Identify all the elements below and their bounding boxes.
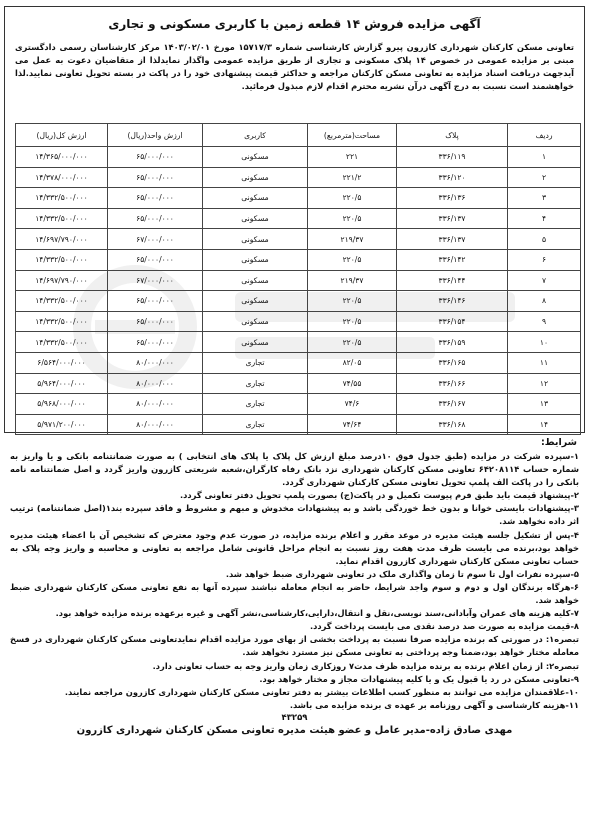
cell-unit-value: ۶۷/۰۰۰/۰۰۰ (108, 229, 203, 250)
condition-item: تبصره۱: در صورتی که برنده مزایده صرفا نسبت به پرداخت بخشی از بهای مورد مزایده اقدام نمایدتعاونی مسکن کارکنان شهرداری در فسخ معامله مختار خواهد بود،ضمنا وجه پرداختی به تعاونی مسکن نیز مسترد نخواهد شد. (10, 634, 579, 658)
table-row (16, 291, 581, 312)
cell-area: ۲۲۰/۵ (308, 291, 397, 312)
cell-total-value: ۱۴/۶۹۷/۷۹۰/۰۰۰ (16, 229, 108, 250)
conditions-section (6, 437, 583, 813)
table-row (16, 332, 581, 353)
cell-unit-value: ۸۰/۰۰۰/۰۰۰ (108, 414, 203, 435)
cell-plot: ۳۳۶/۱۶۵ (397, 352, 508, 373)
cell-row-number: ۱۰ (508, 332, 581, 353)
condition-item: ۱۰-علاقمندان مزایده می توانند به منظور کسب اطلاعات بیشتر به دفتر تعاونی مسکن کارکنان شهرداری کازرون مراجعه نمایند. (64, 686, 579, 697)
table-row (16, 147, 581, 168)
cell-unit-value: ۶۵/۰۰۰/۰۰۰ (108, 291, 203, 312)
cell-area: ۲۲۱/۲ (308, 167, 397, 188)
cell-total-value: ۶/۵۶۴/۰۰۰/۰۰۰ (16, 352, 108, 373)
cell-unit-value: ۸۰/۰۰۰/۰۰۰ (108, 373, 203, 394)
cell-area: ۲۱۹/۳۷ (308, 229, 397, 250)
header-usage: کاربری (203, 124, 308, 147)
cell-usage: تجاری (203, 394, 308, 415)
cell-area: ۷۴/۶۴ (308, 414, 397, 435)
header-area: مساحت(مترمربع) (308, 124, 397, 147)
table-row (16, 167, 581, 188)
cell-area: ۸۲/۰۵ (308, 352, 397, 373)
table-row (16, 373, 581, 394)
cell-area: ۲۲۰/۵ (308, 188, 397, 209)
cell-row-number: ۵ (508, 229, 581, 250)
cell-row-number: ۷ (508, 270, 581, 291)
condition-item: ۸-قیمت مزایده به صورت صد درصد نقدی می بایست پرداخت گردد. (309, 621, 579, 632)
cell-plot: ۳۳۶/۱۳۷ (397, 208, 508, 229)
cell-usage: تجاری (203, 414, 308, 435)
cell-unit-value: ۸۰/۰۰۰/۰۰۰ (108, 394, 203, 415)
cell-usage: مسکونی (203, 270, 308, 291)
cell-total-value: ۱۴/۳۳۲/۵۰۰/۰۰۰ (16, 208, 108, 229)
cell-area: ۷۴/۵۵ (308, 373, 397, 394)
cell-total-value: ۱۴/۳۷۸/۰۰۰/۰۰۰ (16, 167, 108, 188)
condition-item: ۴-پس از تشکیل جلسه هیئت مدیره در موعد مقرر و اعلام برنده مزایده، در صورت عدم وجود معترض که تشخیص آن با اعضاء هیئت مدیره خواهد بود،برنده می بایست ظرف مدت هفت روز نسبت به انجام مراحل قانونی شامل مراجعه به تعاونی و محاسبه و واریز وجه پلاک به حساب تعاونی مسکن کارکنان شهرداری کازرون اقدام نماید. (10, 529, 579, 566)
condition-item: ۱۱-هزینه کارشناسی و آگهی روزنامه بر عهده ی برنده مزایده می باشد. (289, 699, 579, 710)
cell-total-value: ۱۴/۶۹۷/۷۹۰/۰۰۰ (16, 270, 108, 291)
table-row (16, 414, 581, 435)
cell-plot: ۳۳۶/۱۴۶ (397, 291, 508, 312)
header-unit-value: ارزش واحد(ریال) (108, 124, 203, 147)
condition-item: ۳-پیشنهادات بایستی خوانا و بدون خط خوردگی باشد و به پیشنهادات مخدوش و مبهم و مشروط و فاقد سپرده بند۱(اصل ضمانتنامه) ترتیب اثر داده نخواهد شد. (10, 503, 579, 527)
condition-item: ۵-سپرده نفرات اول تا سوم تا زمان واگذاری ملک در تعاونی شهرداری ضبط خواهد شد. (225, 568, 579, 579)
table-row (16, 208, 581, 229)
cell-usage: مسکونی (203, 147, 308, 168)
cell-total-value: ۱۴/۳۳۲/۵۰۰/۰۰۰ (16, 188, 108, 209)
cell-usage: مسکونی (203, 249, 308, 270)
cell-row-number: ۱۴ (508, 414, 581, 435)
cell-usage: مسکونی (203, 291, 308, 312)
cell-plot: ۳۳۶/۱۳۷ (397, 229, 508, 250)
cell-unit-value: ۶۵/۰۰۰/۰۰۰ (108, 311, 203, 332)
ad-title: آگهی مزایده فروش ۱۴ قطعه زمین با کاربری مسکونی و تجاری (108, 17, 481, 31)
cell-plot: ۳۳۶/۱۶۶ (397, 373, 508, 394)
table-row (16, 249, 581, 270)
header-plot: پلاک (397, 124, 508, 147)
plots-table (15, 123, 581, 435)
cell-unit-value: ۶۵/۰۰۰/۰۰۰ (108, 147, 203, 168)
cell-total-value: ۵/۹۶۸/۰۰۰/۰۰۰ (16, 394, 108, 415)
cell-plot: ۳۳۶/۱۲۰ (397, 167, 508, 188)
cell-row-number: ۹ (508, 311, 581, 332)
cell-unit-value: ۶۷/۰۰۰/۰۰۰ (108, 270, 203, 291)
cell-row-number: ۱۳ (508, 394, 581, 415)
cell-unit-value: ۶۵/۰۰۰/۰۰۰ (108, 208, 203, 229)
cell-unit-value: ۶۵/۰۰۰/۰۰۰ (108, 249, 203, 270)
cell-plot: ۳۳۶/۱۵۴ (397, 311, 508, 332)
cell-unit-value: ۶۵/۰۰۰/۰۰۰ (108, 167, 203, 188)
cell-area: ۲۲۰/۵ (308, 249, 397, 270)
cell-area: ۲۲۱ (308, 147, 397, 168)
cell-area: ۲۲۰/۵ (308, 311, 397, 332)
cell-total-value: ۵/۹۶۴/۰۰۰/۰۰۰ (16, 373, 108, 394)
cell-usage: مسکونی (203, 208, 308, 229)
cell-row-number: ۳ (508, 188, 581, 209)
cell-total-value: ۱۴/۳۶۵/۰۰۰/۰۰۰ (16, 147, 108, 168)
cell-plot: ۳۳۶/۱۶۷ (397, 394, 508, 415)
cell-area: ۲۱۹/۳۷ (308, 270, 397, 291)
cell-row-number: ۱ (508, 147, 581, 168)
auction-header-box (4, 6, 585, 433)
cell-total-value: ۱۴/۳۳۲/۵۰۰/۰۰۰ (16, 332, 108, 353)
cell-unit-value: ۸۰/۰۰۰/۰۰۰ (108, 352, 203, 373)
table-row (16, 270, 581, 291)
cell-plot: ۳۳۶/۱۴۴ (397, 270, 508, 291)
condition-item: ۶-هرگاه برندگان اول و دوم و سوم واجد شرایط، حاضر به انجام معامله نباشند سپرده آنها به نفع تعاونی مسکن کارکنان شهرداری ضبط خواهد شد. (10, 581, 579, 606)
condition-item: ۲-پیشنهاد قیمت باید طبق فرم پیوست تکمیل و در پاکت(ج) بصورت پلمپ تحویل دفتر تعاونی گردد. (180, 490, 579, 501)
cell-usage: مسکونی (203, 332, 308, 353)
cell-row-number: ۲ (508, 167, 581, 188)
conditions-list (6, 450, 583, 712)
cell-row-number: ۱۱ (508, 352, 581, 373)
cell-row-number: ۸ (508, 291, 581, 312)
cell-unit-value: ۶۵/۰۰۰/۰۰۰ (108, 188, 203, 209)
cell-usage: مسکونی (203, 188, 308, 209)
cell-area: ۲۲۰/۵ (308, 208, 397, 229)
cell-row-number: ۶ (508, 249, 581, 270)
cell-area: ۲۲۰/۵ (308, 332, 397, 353)
condition-item: ۱-سپرده شرکت در مزایده (طبق جدول فوق ۱۰درصد مبلغ ارزش کل پلاک یا پلاک های انتخابی ) به صورت ضمانتنامه بانکی و یا واریز به شماره حساب ۶۴۲۰۸۱۱۴ تعاونی مسکن کارکنان شهرداری نزد بانک رفاه کارگران،شعبه شریعتی کازرون واریز گردد و اصل ضمانتنامه نامه بانکی را در پاکت الف پلمپ تحویل تعاونی مسکن کارکنان شهرداری گردد. (10, 451, 580, 488)
ad-intro: تعاونی مسکن کارکنان شهرداری کازرون پیرو گزارش کارشناسی شماره ۱۵۷۱۷/۳ مورخ ۱۴۰۳/۰۲/۰۱ مرکز کارشناسان رسمی دادگستری مبنی بر مزایده عمومی در خصوص ۱۴ پلاک مسکونی و تجاری از طریق مزایده عمومی واگذار نمایدلذا از متقاضیان دعوت به عمل می آیدجهت دریافت اسناد مزایده به تعاونی مسکن کارکنان مراجعه و حداکثر قیمت پیشنهادی خود را در پاکت در بسته تحویل تعاونی نمایید.لذا خواهشمند است نسبت به درج آگهی درآن نشریه محترم اقدام لازم مبذول فرمائید. (15, 42, 574, 91)
header-total-value: ارزش کل(ریال) (16, 124, 108, 147)
header-row-number: ردیف (508, 124, 581, 147)
cell-total-value: ۱۴/۳۳۲/۵۰۰/۰۰۰ (16, 249, 108, 270)
cell-plot: ۳۳۶/۱۶۸ (397, 414, 508, 435)
table-row (16, 352, 581, 373)
cell-usage: مسکونی (203, 229, 308, 250)
table-row (16, 394, 581, 415)
cell-usage: تجاری (203, 352, 308, 373)
cell-usage: تجاری (203, 373, 308, 394)
cell-plot: ۳۳۶/۱۱۹ (397, 147, 508, 168)
condition-item: ۹-تعاونی مسکن در رد یا قبول یک و یا کلیه پیشنهادات مجاز و مختار خواهد بود. (259, 673, 579, 684)
cell-total-value: ۵/۹۷۱/۲۰۰/۰۰۰ (16, 414, 108, 435)
reference-number: ۴۳۲۵۹ (281, 712, 308, 723)
cell-plot: ۳۳۶/۱۵۹ (397, 332, 508, 353)
cell-plot: ۳۳۶/۱۳۶ (397, 188, 508, 209)
cell-row-number: ۴ (508, 208, 581, 229)
cell-total-value: ۱۴/۳۳۲/۵۰۰/۰۰۰ (16, 311, 108, 332)
cell-row-number: ۱۲ (508, 373, 581, 394)
conditions-title: شرایط: (540, 437, 577, 448)
table-row (16, 229, 581, 250)
table-row (16, 188, 581, 209)
table-row (16, 311, 581, 332)
cell-area: ۷۴/۶ (308, 394, 397, 415)
condition-item: تبصره۲: از زمان اعلام برنده به برنده مزایده ظرف مدت۷ روزکاری زمان واریز وجه به حساب تعاونی دارد. (152, 660, 579, 671)
cell-total-value: ۱۴/۳۳۲/۵۰۰/۰۰۰ (16, 291, 108, 312)
signature-line: مهدی صادق زاده-مدیر عامل و عضو هیئت مدیره تعاونی مسکن کارکنان شهرداری کازرون (76, 724, 513, 736)
cell-unit-value: ۶۵/۰۰۰/۰۰۰ (108, 332, 203, 353)
condition-item: ۷-کلیه هزینه های عمران وآبادانی،سند نویسی،نقل و انتقال،دارایی،کارشناسی،نشر آگهی و غیره برعهده برنده مزایده خواهد بود. (55, 608, 579, 619)
table-header-row (16, 124, 581, 147)
cell-plot: ۳۳۶/۱۴۲ (397, 249, 508, 270)
cell-usage: مسکونی (203, 311, 308, 332)
cell-usage: مسکونی (203, 167, 308, 188)
